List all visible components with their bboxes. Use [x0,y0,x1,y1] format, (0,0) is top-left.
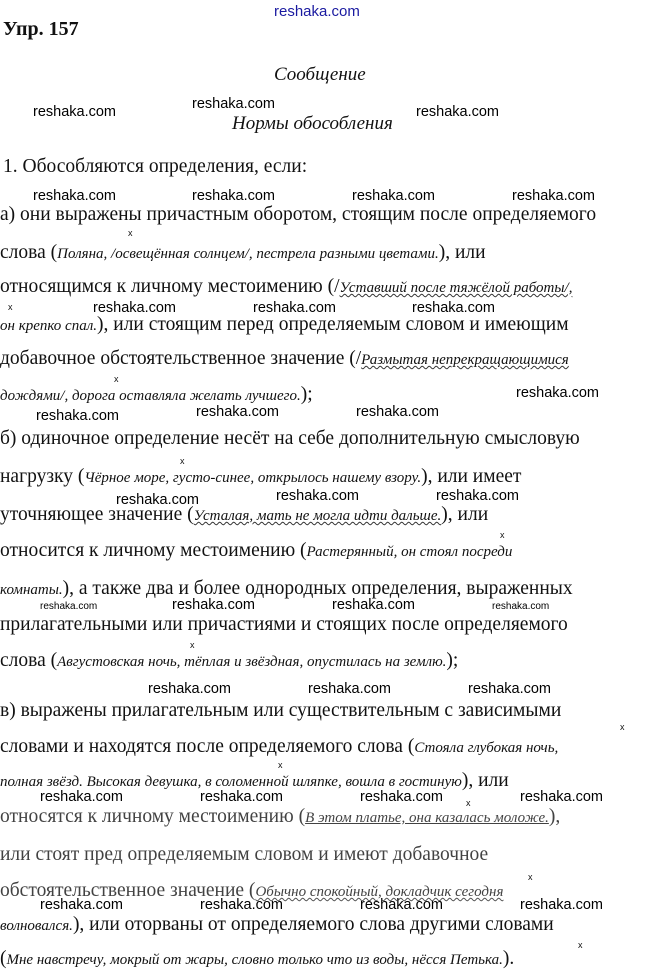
stress-mark: x [578,940,583,950]
watermark: reshaka.com [33,188,117,204]
text-line: комнаты.), а также два и более однородных определения, выраженных [0,578,573,599]
page-subtitle: Нормы обособления [232,113,393,134]
watermark: reshaka.com [192,188,276,204]
stress-mark: x [466,798,471,808]
text-line: прилагательными или причастиями и стоящих после определяемого [0,614,568,635]
watermark: reshaka.com [468,681,552,697]
watermark: reshaka.com [192,96,276,112]
text-line: обстоятельственное значение (Обычно спокойный, докладчик сегодня [0,880,504,901]
text-line: в) выражены прилагательным или существительным с зависимыми [0,700,562,721]
text-line: относится к личному местоимению (Растерянный, он стоял посреди [0,540,513,561]
stress-mark: x [8,302,13,312]
watermark: reshaka.com [492,601,550,612]
watermark: reshaka.com [93,300,177,316]
watermark: reshaka.com [36,408,120,424]
watermark: reshaka.com [360,789,444,805]
watermark: reshaka.com [200,897,284,913]
page-title: Сообщение [274,64,366,85]
watermark: reshaka.com [276,488,360,504]
exercise-number: Упр. 157 [3,18,79,40]
watermark: reshaka.com [40,897,124,913]
stress-mark: x [500,530,505,540]
text-line: б) одиночное определение несёт на себе дополнительную смысловую [0,428,580,449]
text-line: (Мне навстречу, мокрый от жары, словно только что из воды, нёсся Петька.). [0,948,515,969]
stress-mark: x [528,872,533,882]
watermark: reshaka.com [520,789,604,805]
watermark: reshaka.com [33,104,117,120]
watermark: reshaka.com [274,3,360,20]
watermark: reshaka.com [172,597,256,613]
watermark: reshaka.com [516,385,600,401]
watermark: reshaka.com [352,188,436,204]
watermark: reshaka.com [40,789,124,805]
text-line: слова (Поляна, /освещённая солнцем/, пестрела разными цветами.), или [0,242,486,263]
watermark: reshaka.com [308,681,392,697]
stress-mark: x [620,722,625,732]
watermark: reshaka.com [40,601,98,612]
watermark: reshaka.com [436,488,520,504]
text-line: или стоят пред определяемым словом и имеют добавочное [0,844,489,865]
text-line: а) они выражены причастным оборотом, стоящим после определяемого [0,204,597,225]
stress-mark: x [190,640,195,650]
stress-mark: x [114,374,119,384]
text-line: словами и находятся после определяемого слова (Стояла глубокая ночь, [0,736,559,757]
text-line: волновался.), или оторваны от определяемого слова другими словами [0,914,554,935]
watermark: reshaka.com [253,300,337,316]
watermark: reshaka.com [196,404,280,420]
text-line: полная звёзд. Высокая девушка, в соломенной шляпке, вошла в гостиную), или [0,770,509,791]
text-line: дождями/, дорога оставляла желать лучшего.); [0,384,313,405]
stress-mark: x [180,456,185,466]
watermark: reshaka.com [356,404,440,420]
watermark: reshaka.com [412,300,496,316]
text-line: он крепко спал.), или стоящим перед определяемым словом и имеющим [0,314,569,335]
watermark: reshaka.com [148,681,232,697]
text-line: относятся к личному местоимению (В этом платье, она казалась моложе.), [0,806,561,827]
text-line: слова (Августовская ночь, тёплая и звёздная, опустилась на землю.); [0,650,459,671]
text-line: добавочное обстоятельственное значение (/Размытая непрекращающимися [0,348,569,369]
watermark: reshaka.com [360,897,444,913]
stress-mark: x [128,228,133,238]
watermark: reshaka.com [520,897,604,913]
watermark: reshaka.com [200,789,284,805]
text-line: 1. Обособляются определения, если: [3,156,308,177]
stress-mark: x [278,760,283,770]
watermark: reshaka.com [332,597,416,613]
watermark: reshaka.com [416,104,500,120]
text-line: относящимся к личному местоимению (/Уставший после тяжёлой работы/, [0,276,573,297]
text-line: уточняющее значение (Усталая, мать не могла идти дальше.), или [0,504,489,525]
text-line: нагрузку (Чёрное море, густо-синее, открылось нашему взору.), или имеет [0,466,522,487]
watermark: reshaka.com [116,492,200,508]
watermark: reshaka.com [512,188,596,204]
